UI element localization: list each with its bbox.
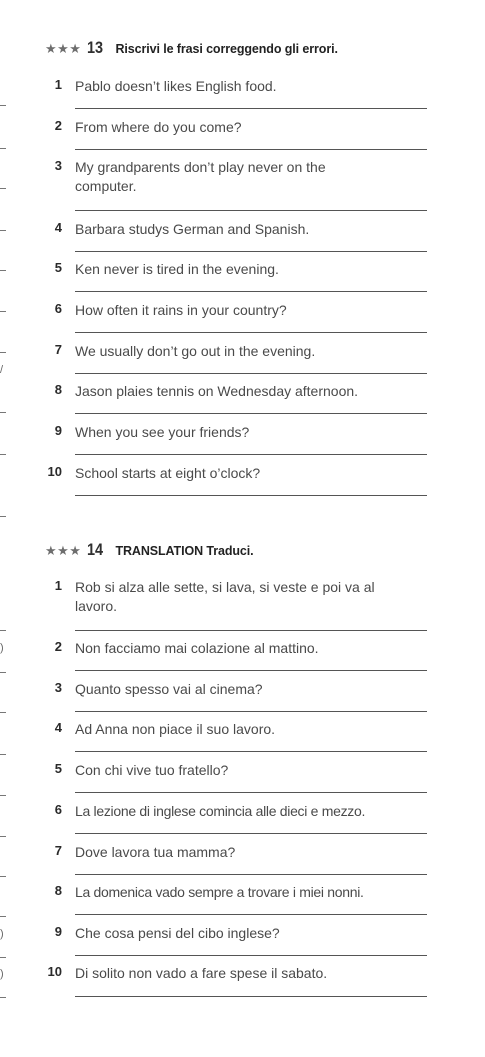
item-number: 4 (54, 720, 62, 735)
exercise-number: 14 (87, 540, 104, 559)
margin-rule (0, 672, 6, 673)
margin-paren: ) (0, 968, 4, 980)
answer-line[interactable] (75, 792, 427, 793)
item-number: 7 (54, 342, 62, 357)
margin-rule (0, 188, 6, 189)
difficulty-stars: ★★★ (45, 543, 82, 558)
item-sentence: My grandparents don’t play never on the computer. (75, 159, 326, 194)
margin-rule (0, 270, 6, 271)
exercise-number: 13 (87, 38, 104, 57)
margin-slash: / (0, 364, 4, 376)
margin-paren: ) (0, 928, 4, 940)
item-sentence: Rob si alza alle sette, si lava, si veste e poi va al lavoro. (75, 579, 375, 614)
margin-paren: ) (0, 642, 4, 654)
answer-line[interactable] (75, 495, 427, 496)
item-number: 2 (54, 639, 62, 654)
item-sentence: Dove lavora tua mamma? (75, 844, 236, 860)
item-number: 6 (54, 301, 62, 316)
margin-rule (0, 630, 6, 631)
item-number: 1 (54, 77, 62, 92)
item-number: 2 (54, 118, 62, 133)
item-sentence: We usually don’t go out in the evening. (75, 343, 316, 359)
answer-line[interactable] (75, 251, 427, 252)
item-sentence: Jason plaies tennis on Wednesday afternoon. (75, 383, 359, 399)
answer-line[interactable] (75, 454, 427, 455)
margin-rule (0, 795, 6, 796)
item-number: 5 (54, 761, 62, 776)
exercise-14-header (45, 540, 254, 560)
margin-rule (0, 997, 6, 998)
item-number: 3 (54, 158, 62, 173)
item-number: 1 (54, 578, 62, 593)
answer-line[interactable] (75, 670, 427, 671)
answer-line[interactable] (75, 291, 427, 292)
item-sentence: How often it rains in your country? (75, 302, 287, 318)
difficulty-stars: ★★★ (45, 41, 82, 56)
margin-rule (0, 876, 6, 877)
item-sentence: Ken never is tired in the evening. (75, 261, 279, 277)
item-sentence: From where do you come? (75, 119, 242, 135)
exercise-instruction: TRANSLATION Traduci. (115, 544, 254, 558)
item-number: 9 (54, 423, 62, 438)
margin-rule (0, 836, 6, 837)
margin-rule (0, 105, 6, 106)
answer-line[interactable] (75, 149, 427, 150)
item-sentence: Ad Anna non piace il suo lavoro. (75, 721, 276, 737)
item-sentence: Quanto spesso vai al cinema? (75, 681, 263, 697)
item-number: 10 (47, 964, 62, 979)
item-sentence: School starts at eight o’clock? (75, 465, 261, 481)
margin-rule (0, 712, 6, 713)
answer-line[interactable] (75, 630, 427, 631)
answer-line[interactable] (75, 914, 427, 915)
item-sentence: La domenica vado sempre a trovare i miei nonni. (75, 884, 364, 900)
answer-line[interactable] (75, 955, 427, 956)
item-number: 9 (54, 924, 62, 939)
answer-line[interactable] (75, 210, 427, 211)
item-sentence: Non facciamo mai colazione al mattino. (75, 640, 319, 656)
margin-rule (0, 352, 6, 353)
exercise-13-header (45, 38, 338, 58)
item-number: 8 (54, 883, 62, 898)
margin-rule (0, 916, 6, 917)
answer-line[interactable] (75, 833, 427, 834)
answer-line[interactable] (75, 751, 427, 752)
item-number: 3 (54, 680, 62, 695)
item-number: 8 (54, 382, 62, 397)
answer-line[interactable] (75, 373, 427, 374)
margin-rule (0, 311, 6, 312)
item-number: 4 (54, 220, 62, 235)
item-sentence: Con chi vive tuo fratello? (75, 762, 229, 778)
answer-line[interactable] (75, 711, 427, 712)
item-sentence: Pablo doesn’t likes English food. (75, 78, 277, 94)
item-sentence: Che cosa pensi del cibo inglese? (75, 925, 280, 941)
item-number: 10 (47, 464, 62, 479)
margin-rule (0, 516, 6, 517)
answer-line[interactable] (75, 874, 427, 875)
margin-rule (0, 412, 6, 413)
item-number: 5 (54, 260, 62, 275)
exercise-instruction: Riscrivi le frasi correggendo gli errori. (115, 42, 338, 56)
answer-line[interactable] (75, 332, 427, 333)
margin-rule (0, 454, 6, 455)
margin-rule (0, 148, 6, 149)
item-sentence: La lezione di inglese comincia alle dieci e mezzo. (75, 803, 366, 819)
answer-line[interactable] (75, 996, 427, 997)
answer-line[interactable] (75, 413, 427, 414)
item-sentence: When you see your friends? (75, 424, 250, 440)
item-sentence: Di solito non vado a fare spese il sabato. (75, 965, 328, 981)
item-number: 7 (54, 843, 62, 858)
answer-line[interactable] (75, 108, 427, 109)
margin-rule (0, 957, 6, 958)
margin-rule (0, 754, 6, 755)
margin-rule (0, 230, 6, 231)
item-sentence: Barbara studys German and Spanish. (75, 221, 310, 237)
item-number: 6 (54, 802, 62, 817)
